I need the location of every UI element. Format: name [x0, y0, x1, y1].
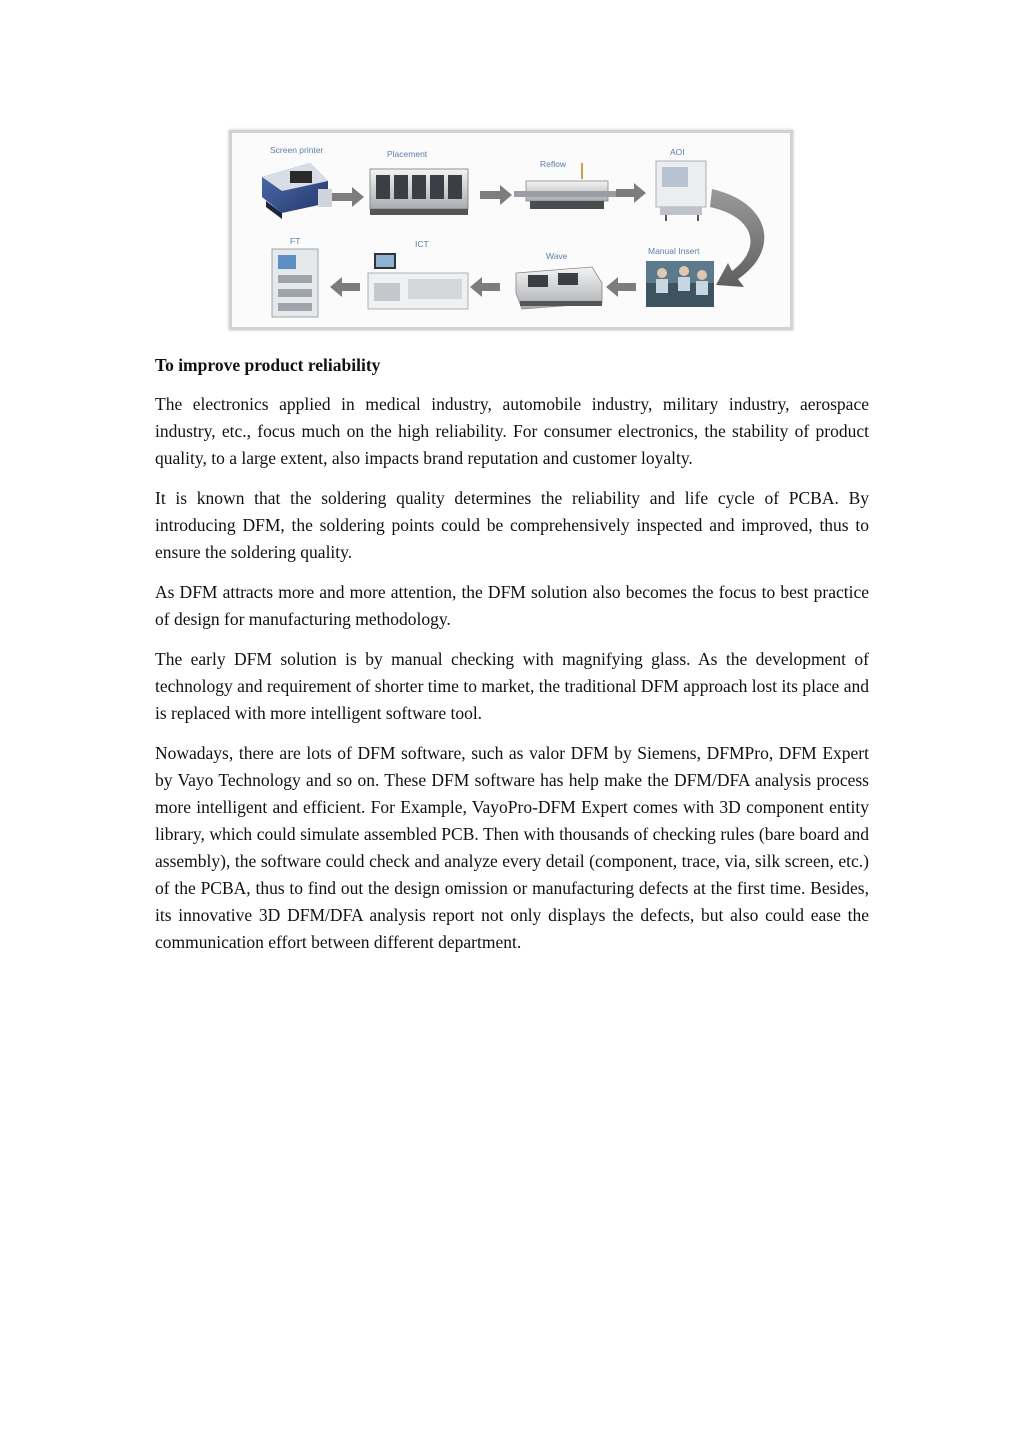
- flow-arrow-3-icon: [616, 183, 646, 203]
- reflow-oven-image: [514, 163, 618, 209]
- flow-arrow-5-icon: [470, 277, 500, 297]
- wave-solder-machine-image: [516, 267, 602, 309]
- stage-label-ict: ICT: [415, 239, 429, 249]
- stage-label-manual-insert: Manual Insert: [648, 246, 700, 256]
- stage-label-wave: Wave: [546, 251, 568, 261]
- stage-label-placement: Placement: [387, 149, 428, 159]
- paragraph-early-dfm: The early DFM solution is by manual checking with magnifying glass. As the development of technology and requirement of shorter time to market, the traditional DFM approach lost its place and is replaced with more intelligent software tool.: [155, 649, 869, 723]
- paragraph-dfm-attention: As DFM attracts more and more attention, the DFM solution also becomes the focus to best practice of design for manufacturing methodology.: [155, 582, 869, 629]
- flow-arrow-6-icon: [330, 277, 360, 297]
- flow-arrow-1-icon: [332, 187, 364, 207]
- return-flow-arrow-icon: [710, 189, 764, 287]
- paragraph-dfm-software: Nowadays, there are lots of DFM software, such as valor DFM by Siemens, DFMPro, DFM Expert by Vayo Technology and so on. These DFM software has help make the DFM/DFA analysis process more intelligent and efficient. For Example, VayoPro-DFM Expert comes with 3D component entity library, which could simulate assembled PCB. Then with thousands of checking rules (bare board and assembly), the software could check and analyze every detail (component, trace, via, silk screen, etc.) of the PCBA, thus to find out the design omission or manufacturing defects at the first time. Besides, its innovative 3D DFM/DFA analysis report not only displays the defects, but also could ease the communication effort between different department.: [155, 743, 869, 952]
- paragraph-soldering-quality: It is known that the soldering quality determines the reliability and life cycle of PCBA. By introducing DFM, the soldering points could be comprehensively inspected and improved, thus to ensure the soldering quality.: [155, 488, 869, 562]
- ft-test-rack-image: [272, 249, 318, 317]
- smt-process-flow-figure: [229, 130, 793, 330]
- ict-machine-image: [368, 253, 468, 309]
- stage-label-aoi: AOI: [670, 147, 685, 157]
- stage-label-reflow: Reflow: [540, 159, 566, 169]
- stage-label-screen-printer: Screen printer: [270, 145, 324, 155]
- flow-arrow-4-icon: [606, 277, 636, 297]
- section-heading: To improve product reliability: [155, 355, 381, 375]
- stage-label-ft: FT: [290, 236, 301, 246]
- flow-arrow-2-icon: [480, 185, 512, 205]
- aoi-machine-image: [656, 161, 706, 221]
- article-body: [155, 352, 869, 969]
- screen-printer-machine-image: [262, 163, 332, 219]
- placement-machine-image: [370, 169, 468, 215]
- manual-insert-photo: [646, 261, 714, 307]
- paragraph-reliability: The electronics applied in medical industry, automobile industry, military industry, aerospace industry, etc., focus much on the high reliability. For consumer electronics, the stability of product quality, to a large extent, also impacts brand reputation and customer loyalty.: [155, 394, 869, 468]
